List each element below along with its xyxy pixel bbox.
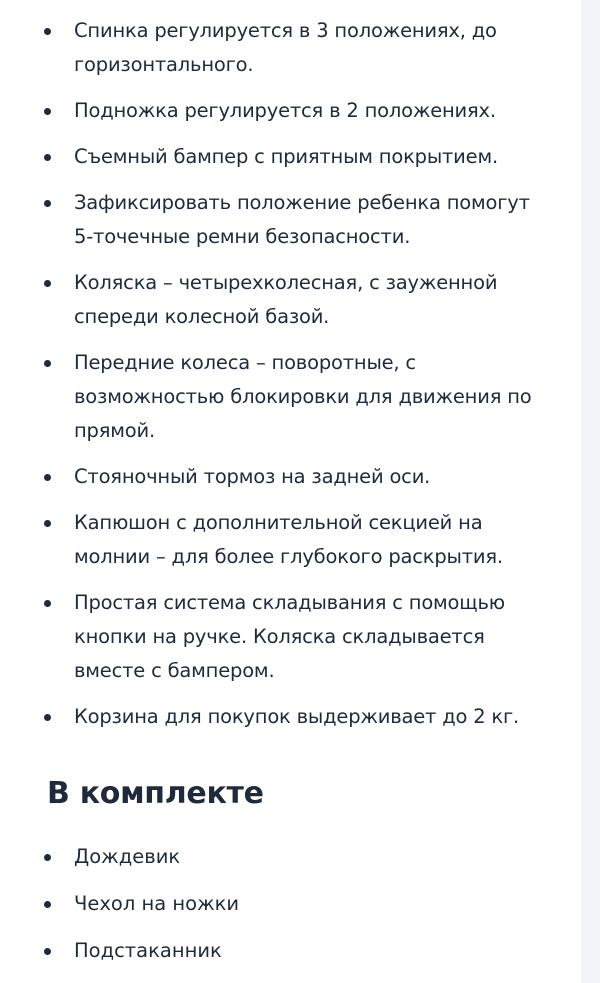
list-item-text: Стояночный тормоз на задней оси.: [74, 465, 431, 488]
list-item-text: Подстаканник: [74, 939, 222, 962]
bullet-icon: [44, 854, 51, 861]
list-item-text: Корзина для покупок выдерживает до 2 кг.: [74, 705, 520, 728]
list-item-text: Капюшон с дополнительной секцией на молнии – для более глубокого раскрытия.: [74, 511, 503, 568]
bullet-icon: [44, 474, 51, 481]
list-item-text: Передние колеса – поворотные, с возможностью блокировки для движения по прямой.: [74, 351, 532, 442]
features-list: [0, 14, 581, 746]
list-item: [0, 700, 581, 734]
list-item-text: Подножка регулируется в 2 положениях.: [74, 99, 496, 122]
bullet-icon: [44, 714, 51, 721]
list-item-text: Дождевик: [74, 845, 181, 868]
list-item: [0, 460, 581, 494]
bullet-icon: [44, 28, 51, 35]
list-item: [0, 186, 581, 254]
list-item-text: Чехол на ножки: [74, 892, 240, 915]
list-item: [0, 934, 581, 968]
list-item-text: Коляска – четырехколесная, с зауженной спереди колесной базой.: [74, 271, 498, 328]
list-item: [0, 506, 581, 574]
list-item-text: Спинка регулируется в 3 положениях, до горизонтального.: [74, 19, 497, 76]
bullet-icon: [44, 901, 51, 908]
bullet-icon: [44, 280, 51, 287]
list-item: [0, 887, 581, 921]
list-item: [0, 346, 581, 448]
kit-section-title: В комплекте: [47, 776, 264, 811]
bullet-icon: [44, 154, 51, 161]
bullet-icon: [44, 108, 51, 115]
list-item: [0, 140, 581, 174]
list-item: [0, 14, 581, 82]
bullet-icon: [44, 200, 51, 207]
bullet-icon: [44, 360, 51, 367]
bullet-icon: [44, 948, 51, 955]
list-item: [0, 586, 581, 688]
list-item-text: Съемный бампер с приятным покрытием.: [74, 145, 498, 168]
list-item: [0, 266, 581, 334]
bullet-icon: [44, 600, 51, 607]
list-item-text: Простая система складывания с помощью кнопки на ручке. Коляска складывается вместе с бампером.: [74, 591, 505, 682]
kit-list: [0, 840, 581, 981]
right-side-strip: [581, 0, 600, 983]
list-item-text: Зафиксировать положение ребенка помогут 5-точечные ремни безопасности.: [74, 191, 530, 248]
list-item: [0, 840, 581, 874]
list-item: [0, 94, 581, 128]
bullet-icon: [44, 520, 51, 527]
